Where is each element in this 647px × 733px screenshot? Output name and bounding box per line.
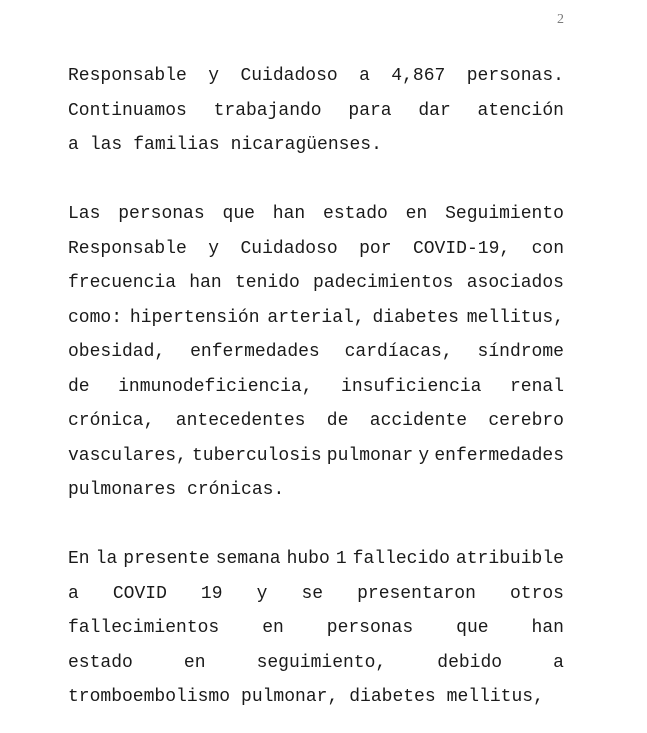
paragraph-line: como: hipertensión arterial, diabetes mellitus, [68,307,564,328]
paragraph-line: de inmunodeficiencia, insuficiencia renal [68,376,564,397]
paragraph-line: tromboembolismo pulmonar, diabetes mellitus, [68,687,544,707]
paragraph [68,542,564,715]
paragraph-line: a las familias nicaragüenses. [68,135,382,155]
document-body [68,59,564,715]
paragraph-line: Responsable y Cuidadoso a 4,867 personas. [68,66,564,86]
paragraph-line: crónica, antecedentes de accidente cerebro [68,411,564,431]
paragraph [68,197,564,508]
paragraph-line: pulmonares crónicas. [68,480,285,500]
paragraph-line: En la presente semana hubo 1 fallecido atribuible [68,549,564,569]
paragraph-line: a COVID 19 y se presentaron otros [68,583,564,604]
page-number: 2 [557,12,564,27]
paragraph-line: Responsable y Cuidadoso por COVID-19, con [68,238,564,259]
paragraph-line: vasculares, tuberculosis pulmonar y enfermedades [68,445,564,466]
paragraph-line: Continuamos trabajando para dar atención [68,100,564,121]
paragraph-gap [68,163,564,198]
paragraph-line: Las personas que han estado en Seguimiento [68,204,564,224]
paragraph-line: frecuencia han tenido padecimientos asociados [68,273,564,293]
paragraph-line: obesidad, enfermedades cardíacas, síndrome [68,342,564,362]
paragraph [68,59,564,163]
paragraph-line: estado en seguimiento, debido a [68,652,564,673]
paragraph-line: fallecimientos en personas que han [68,618,564,638]
paragraph-gap [68,508,564,543]
